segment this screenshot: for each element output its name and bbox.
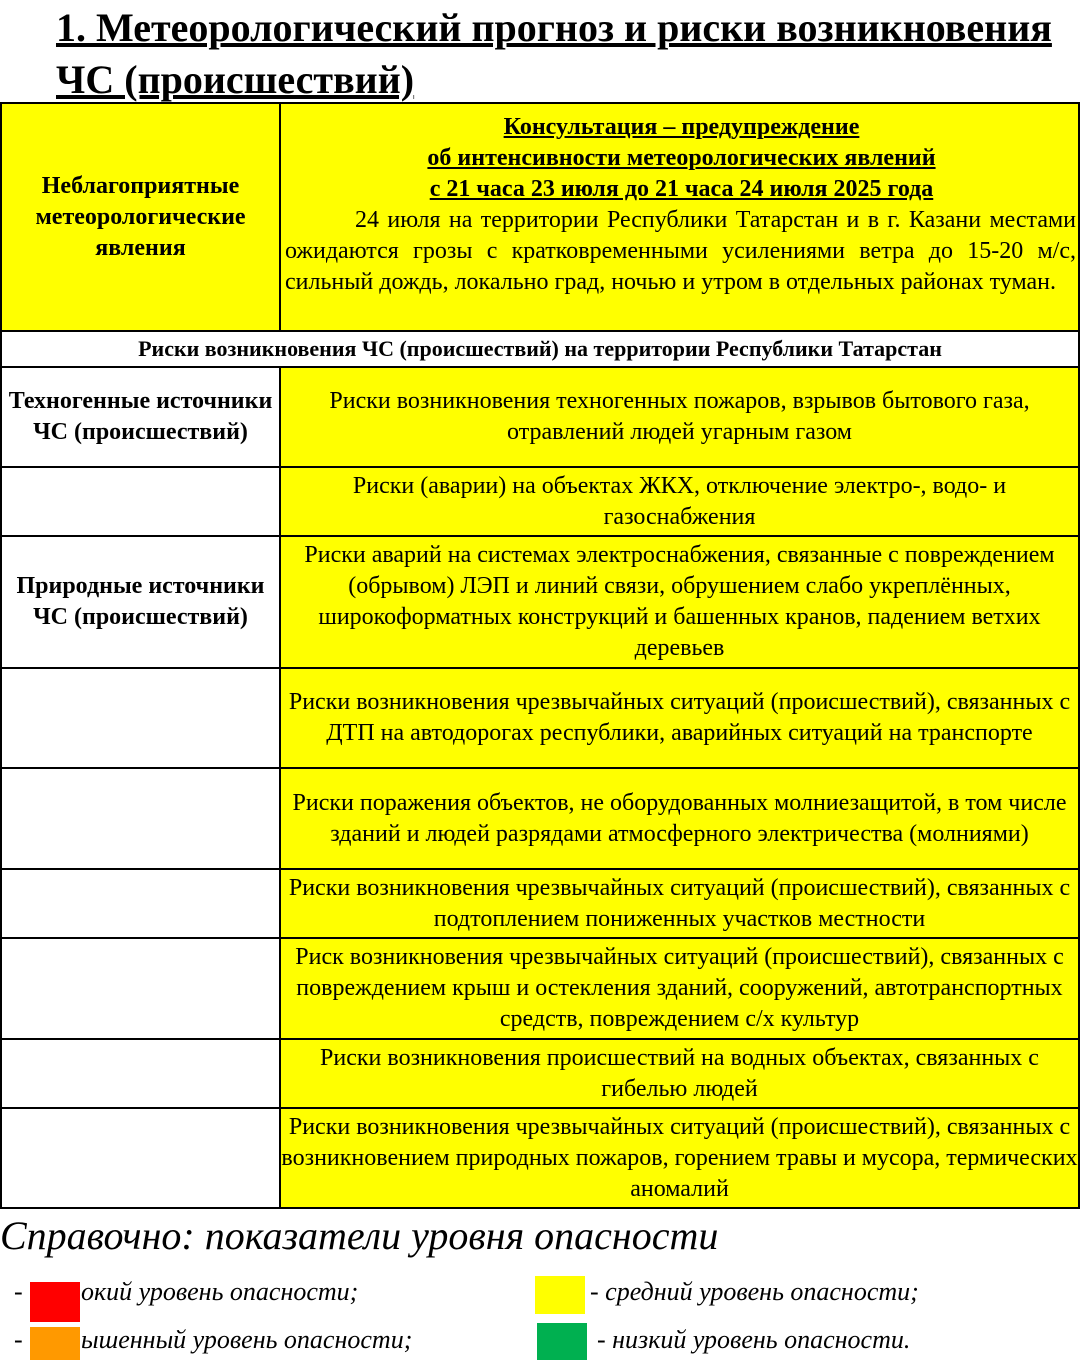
- risk-text-cell: Риски возникновения чрезвычайных ситуаций (происшествий), связанных с возникновением природных пожаров, горением травы и мусора, термических аномалий: [280, 1108, 1079, 1208]
- legend-swatch-high: [30, 1282, 80, 1322]
- legend-label-high: окий уровень опасности;: [81, 1277, 359, 1306]
- consultation-period: с 21 часа 23 июля до 21 часа 24 июля 2025 года: [429, 176, 934, 202]
- legend-label-elevated: ышенный уровень опасности;: [81, 1325, 413, 1354]
- risk-text-cell: Риски возникновения техногенных пожаров, взрывов бытового газа, отравлений людей угарным газом: [280, 367, 1079, 467]
- legend-swatch-medium: [535, 1276, 585, 1314]
- risk-row: [1, 1039, 1079, 1108]
- risk-source-cell: [1, 668, 280, 768]
- risk-row: [1, 668, 1079, 768]
- legend-swatch-low: [537, 1323, 587, 1360]
- header-left-cell: Неблагоприятные метеорологические явления: [1, 103, 280, 331]
- risk-row: [1, 367, 1079, 467]
- section-row: [1, 331, 1079, 367]
- legend-label-medium: - средний уровень опасности;: [590, 1277, 919, 1306]
- consultation-cell: [280, 103, 1079, 331]
- risk-row: [1, 1108, 1079, 1208]
- risk-row: [1, 869, 1079, 938]
- risk-source-cell: Техногенные источники ЧС (происшествий): [1, 367, 280, 467]
- risk-table: [0, 102, 1080, 1209]
- legend-dash: -: [14, 1277, 23, 1306]
- risk-text-cell: Риски аварий на системах электроснабжения, связанные с повреждением (обрывом) ЛЭП и линий связи, обрушением слабо укреплённых, широкоформатных конструкций и башенных кранов, падением ветхих деревьев: [280, 536, 1079, 668]
- risk-row: [1, 536, 1079, 668]
- risk-text-cell: Риски возникновения чрезвычайных ситуаций (происшествий), связанных с подтоплением пониженных участков местности: [280, 869, 1079, 938]
- legend-label-low: - низкий уровень опасности.: [597, 1325, 911, 1354]
- legend-swatch-elevated: [30, 1327, 80, 1360]
- risk-source-cell: [1, 1039, 280, 1108]
- page-title: 1. Метеорологический прогноз и риски возникновения ЧС (происшествий): [56, 5, 1052, 102]
- risk-source-cell: [1, 938, 280, 1039]
- consultation-subtitle: об интенсивности метеорологических явлений: [427, 145, 936, 171]
- forecast-text: 24 июля на территории Республики Татарстан и в г. Казани местами ожидаются грозы с кратковременными усилениями ветра до 15-20 м/с, сильный дождь, локально град, ночью и утром в отдельных районах туман.: [285, 207, 1076, 295]
- risk-row: [1, 938, 1079, 1039]
- risk-text-cell: Риски возникновения чрезвычайных ситуаций (происшествий), связанных с ДТП на автодорогах республики, аварийных ситуаций на транспорте: [280, 668, 1079, 768]
- section-title: Риски возникновения ЧС (происшествий) на территории Республики Татарстан: [1, 331, 1079, 367]
- risk-source-cell: [1, 1108, 280, 1208]
- risk-row: [1, 768, 1079, 869]
- risk-source-cell: [1, 768, 280, 869]
- risk-source-cell: [1, 467, 280, 536]
- risk-source-cell: Природные источники ЧС (происшествий): [1, 536, 280, 668]
- risk-text-cell: Риск возникновения чрезвычайных ситуаций (происшествий), связанных с повреждением крыш и остекления зданий, сооружений, автотранспортных средств, повреждением с/х культур: [280, 938, 1079, 1039]
- risk-text-cell: Риски (аварии) на объектах ЖКХ, отключение электро-, водо- и газоснабжения: [280, 467, 1079, 536]
- consultation-title: Консультация – предупреждение: [503, 114, 860, 140]
- risk-text-cell: Риски возникновения происшествий на водных объектах, связанных с гибелью людей: [280, 1039, 1079, 1108]
- risk-text-cell: Риски поражения объектов, не оборудованных молниезащитой, в том числе зданий и людей разрядами атмосферного электричества (молниями): [280, 768, 1079, 869]
- forecast-row: [1, 103, 1079, 331]
- legend-dash: -: [14, 1325, 23, 1354]
- risk-row: [1, 467, 1079, 536]
- legend-title: Справочно: показатели уровня опасности: [0, 1213, 719, 1258]
- risk-source-cell: [1, 869, 280, 938]
